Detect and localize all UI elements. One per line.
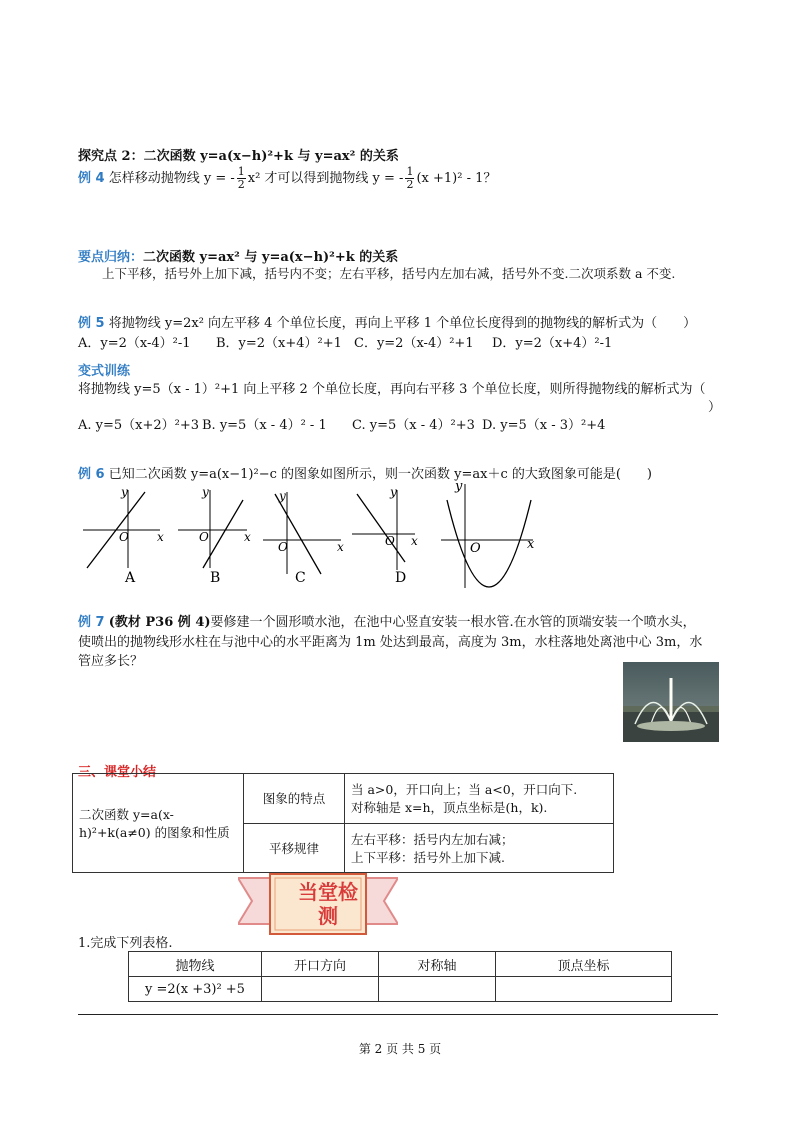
example-7-line-2: 使喷出的抛物线形水柱在与池中心的水平距离为 1m 处达到最高，高度为 3m，水柱落地处离池中心 3m，水 (78, 635, 703, 650)
section-3-title: 三、课堂小结 (78, 765, 157, 780)
row-1-vertex[interactable] (496, 977, 672, 1002)
svg-text:y: y (455, 479, 463, 494)
option-a: A．y=2（x-4）²-1 (78, 336, 191, 351)
variant-options: A. y=5（x+2）²+3 B. y=5（x - 4）² - 1 C. y=5（x - 4）²+3 D. y=5（x - 3）²+4 (78, 418, 606, 433)
header-parabola: 抛物线 (129, 952, 262, 977)
svg-text:x: x (411, 534, 418, 548)
graph-c (263, 489, 344, 586)
graph-d-label: D (395, 570, 407, 586)
header-axis: 对称轴 (379, 952, 496, 977)
svg-text:x: x (337, 540, 344, 554)
graph-a-label: A (125, 570, 136, 586)
example-6: 例 6 已知二次函数 y=a(x−1)²−c 的图象如图所示，则一次函数 y=ax＋c 的大致图象可能是( ) (78, 467, 653, 482)
variant-close: ） (708, 400, 722, 415)
fraction-half-a: $\frac{1}{2}$ (237, 165, 245, 191)
section-2-title: 探究点 2：二次函数 y=a(x−h)²+k 与 y=ax² 的关系 (78, 149, 399, 164)
question-1-table (128, 951, 672, 1002)
example-4-text-c: (x +1)² - 1？ (416, 171, 497, 186)
row-1-opening[interactable] (262, 977, 379, 1002)
example-7-line-3: 管应多长？ (78, 654, 144, 669)
summary-row1-head: 图象的特点 (244, 774, 345, 824)
key-points-body: 上下平移，括号外上加下减，括号内不变；左右平移，括号内左加右减，括号外不变.二次项系数 a 不变. (102, 266, 676, 281)
key-points-title: 要点归纳：二次函数 y=ax² 与 y=a(x−h)²+k 的关系 (78, 250, 399, 265)
graph-b-label: B (210, 570, 221, 586)
svg-text:x: x (527, 537, 535, 552)
svg-text:O: O (199, 530, 209, 544)
option-c: C．y=2（x-4）²+1 (354, 336, 474, 351)
example-5: 例 5 将抛物线 y=2x² 向左平移 4 个单位长度，再向上平移 1 个单位长度得到的抛物线的解析式为（ ） (78, 316, 697, 331)
header-vertex: 顶点坐标 (496, 952, 672, 977)
quiz-banner-text: 当堂检 测 (298, 880, 358, 928)
svg-text:O: O (119, 530, 129, 544)
summary-left: 二次函数 y=a(x-h)²+k(a≠0) 的图象和性质 (73, 774, 244, 873)
option-b: B．y=2（x+4）²+1 (216, 336, 342, 351)
summary-row1-body: 当 a>0，开口向上；当 a<0，开口向下. 对称轴是 x=h，顶点坐标是(h，k). (345, 774, 614, 824)
option-d: D．y=2（x+4）²-1 (492, 336, 613, 351)
variant-question: 将抛物线 y=5（x - 1）²+1 向上平移 2 个单位长度，再向右平移 3 个单位长度，则所得抛物线的解析式为（ (78, 382, 706, 397)
svg-text:y: y (202, 485, 209, 499)
graph-c-label: C (295, 570, 306, 586)
header-opening: 开口方向 (262, 952, 379, 977)
row-1-axis[interactable] (379, 977, 496, 1002)
example-5-options (78, 332, 630, 351)
example-4-text-a: 怎样移动抛物线 y = - (108, 171, 235, 186)
svg-text:O: O (385, 534, 395, 548)
fountain-photo (623, 662, 719, 742)
variant-title: 变式训练 (78, 364, 131, 379)
graph-d (352, 485, 418, 586)
example-4-text-b: x² 才可以得到抛物线 y = - (247, 171, 404, 186)
summary-table (72, 773, 614, 873)
page-number: 第 2 页 共 5 页 (358, 1042, 442, 1056)
summary-row2-head: 平移规律 (244, 823, 345, 873)
svg-text:y: y (390, 485, 397, 499)
svg-text:y: y (121, 485, 128, 499)
graph-a (83, 485, 164, 586)
question-1-title: 1.完成下列表格. (78, 936, 173, 951)
svg-text:x: x (244, 530, 251, 544)
example-6-graphs (75, 478, 555, 590)
example-7-line-1: 例 7 (教材 P36 例 4)要修建一个圆形喷水池，在池中心竖直安装一根水管.在水管的顶端安装一个喷水头， (78, 615, 696, 630)
summary-row2-body: 左右平移：括号内左加右减； 上下平移：括号外上加下减. (345, 823, 614, 873)
graph-b (178, 485, 251, 586)
example-4 (78, 166, 496, 191)
svg-text:x: x (157, 530, 164, 544)
example-4-label: 例 4 (78, 171, 105, 186)
svg-text:O: O (278, 540, 288, 554)
fraction-half-b: $\frac{1}{2}$ (406, 165, 414, 191)
parabola-graph (441, 479, 535, 588)
row-1-parabola: y =2(x +3)² +5 (129, 977, 262, 1002)
svg-text:O: O (470, 541, 481, 556)
footer-rule (78, 1014, 718, 1015)
svg-text:y: y (279, 489, 286, 503)
